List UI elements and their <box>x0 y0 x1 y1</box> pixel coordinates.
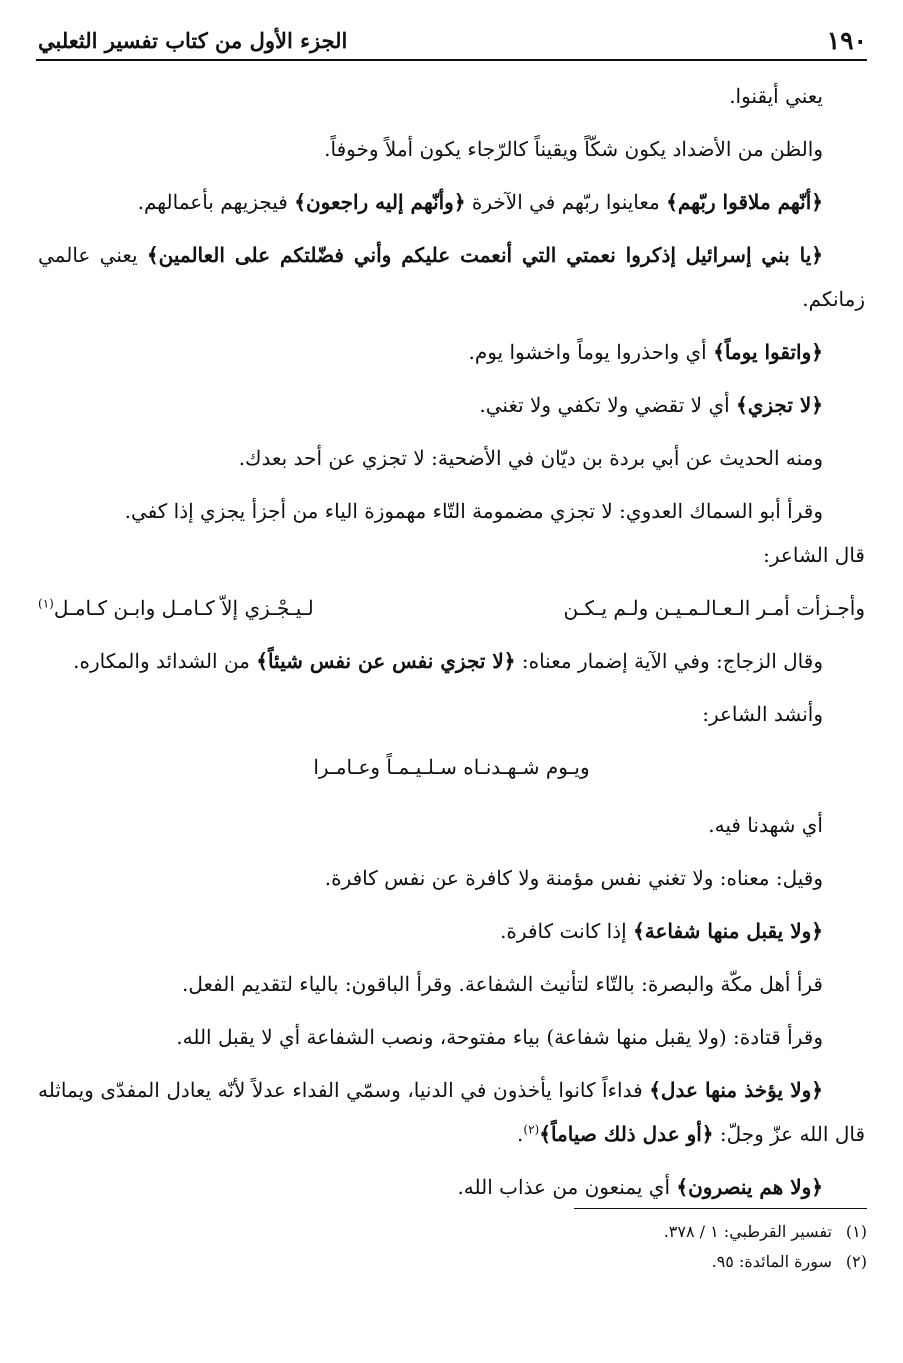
quran-quote: ﴿واتقوا يوماً﴾ <box>713 340 823 364</box>
paragraph: وقرأ أبو السماك العدوي: لا تجزي مضمومة التّاء مهموزة الياء من أجزأ يجزي إذا كفي. <box>124 499 823 523</box>
footnote-number: (١) <box>845 1222 867 1241</box>
footnote-marker: (١) <box>38 596 54 611</box>
footnote-number: (٢) <box>845 1252 867 1271</box>
paragraph: أي شهدنا فيه. <box>708 813 823 837</box>
paragraph: ﴿ولا يقبل منها شفاعة﴾ إذا كانت كافرة. <box>500 919 823 943</box>
quran-quote: ﴿يا بني إسرائيل إذكروا نعمتي التي أنعمت عليكم وأني فضّلتكم على العالمين﴾ <box>146 243 823 267</box>
quran-quote: ﴿أو عدل ذلك صياماً﴾ <box>539 1122 714 1146</box>
footnote <box>38 1247 867 1277</box>
paragraph: ﴿ولا هم ينصرون﴾ أي يمنعون من عذاب الله. <box>457 1175 823 1199</box>
poem-verse <box>38 586 865 630</box>
paragraph: وقيل: معناه: ولا تغني نفس مؤمنة ولا كافرة عن نفس كافرة. <box>324 866 823 890</box>
paragraph: والظن من الأضداد يكون شكّاً ويقيناً كالرّجاء يكون أملاً وخوفاً. <box>324 137 823 161</box>
paragraph: ﴿ولا يؤخذ منها عدل﴾ فداءاً كانوا يأخذون في الدنيا، وسمّي الفداء عدلاً لأنّه يعادل المفدّى ويماثله قال الله عزّ وجلّ: ﴿أو عدل ذلك صياماً﴾$^{(٢)}$. <box>38 1078 865 1146</box>
paragraph: ﴿أنّهم ملاقوا ربّهم﴾ معاينوا ربّهم في الآخرة ﴿وأنّهم إليه راجعون﴾ فيجزيهم بأعمالهم. <box>137 190 823 214</box>
main-text <box>38 74 865 1218</box>
quran-quote: ﴿ولا يؤخذ منها عدل﴾ <box>649 1078 823 1102</box>
quran-quote: ﴿لا تجزي نفس عن نفس شيئاً﴾ <box>256 649 516 673</box>
header-rule <box>36 59 867 61</box>
page-header <box>38 22 867 58</box>
paragraph: وقال الزجاج: وفي الآية إضمار معناه: ﴿لا تجزي نفس عن نفس شيئاً﴾ من الشدائد والمكاره. <box>73 649 823 673</box>
paragraph: وقرأ قتادة: (ولا يقبل منها شفاعة) بياء مفتوحة، ونصب الشفاعة أي لا يقبل الله. <box>176 1025 823 1049</box>
paragraph: ﴿يا بني إسرائيل إذكروا نعمتي التي أنعمت عليكم وأني فضّلتكم على العالمين﴾ يعني عالمي زمانكم. <box>38 243 865 311</box>
paragraph: ﴿لا تجزي﴾ أي لا تقضي ولا تكفي ولا تغني. <box>479 393 823 417</box>
paragraph: وأنشد الشاعر: <box>702 702 823 726</box>
poem-hemistich-second: لـيـجْـزي إلاّ كـامـل وابـن كـامـل$^{(١)}$ <box>38 596 314 620</box>
quran-quote: ﴿ولا يقبل منها شفاعة﴾ <box>633 919 823 943</box>
footnotes <box>38 1217 867 1277</box>
footnote-rule <box>574 1208 867 1209</box>
footnote <box>38 1217 867 1247</box>
quran-quote: ﴿أنّهم ملاقوا ربّهم﴾ <box>666 190 823 214</box>
paragraph: ﴿واتقوا يوماً﴾ أي واحذروا يوماً واخشوا يوم. <box>468 340 823 364</box>
footnote-marker: (٢) <box>523 1122 540 1137</box>
quran-quote: ﴿لا تجزي﴾ <box>736 393 823 417</box>
poem-hemistich-first: وأجـزأت أمـر الـعـالـمـيـن ولـم يـكـن <box>563 596 865 620</box>
poem-verse-centered: ويـوم شـهـدنـاه سـلـيـمـاً وعـامـرا <box>313 755 590 779</box>
quran-quote: ﴿وأنّهم إليه راجعون﴾ <box>294 190 466 214</box>
running-title: الجزء الأول من كتاب تفسير الثعلبي <box>38 27 348 53</box>
paragraph: يعني أيقنوا. <box>729 84 823 108</box>
page-number: ١٩٠ <box>826 25 867 55</box>
paragraph: ومنه الحديث عن أبي بردة بن ديّان في الأضحية: لا تجزي عن أحد بعدك. <box>238 446 823 470</box>
paragraph: قرأ أهل مكّة والبصرة: بالتّاء لتأنيث الشفاعة. وقرأ الباقون: بالياء لتقديم الفعل. <box>182 972 823 996</box>
paragraph: قال الشاعر: <box>763 543 865 567</box>
quran-quote: ﴿ولا هم ينصرون﴾ <box>676 1175 823 1199</box>
footnote-text: تفسير القرطبي: ١ / ٣٧٨. <box>663 1222 832 1241</box>
footnote-text: سورة المائدة: ٩٥. <box>711 1252 832 1271</box>
